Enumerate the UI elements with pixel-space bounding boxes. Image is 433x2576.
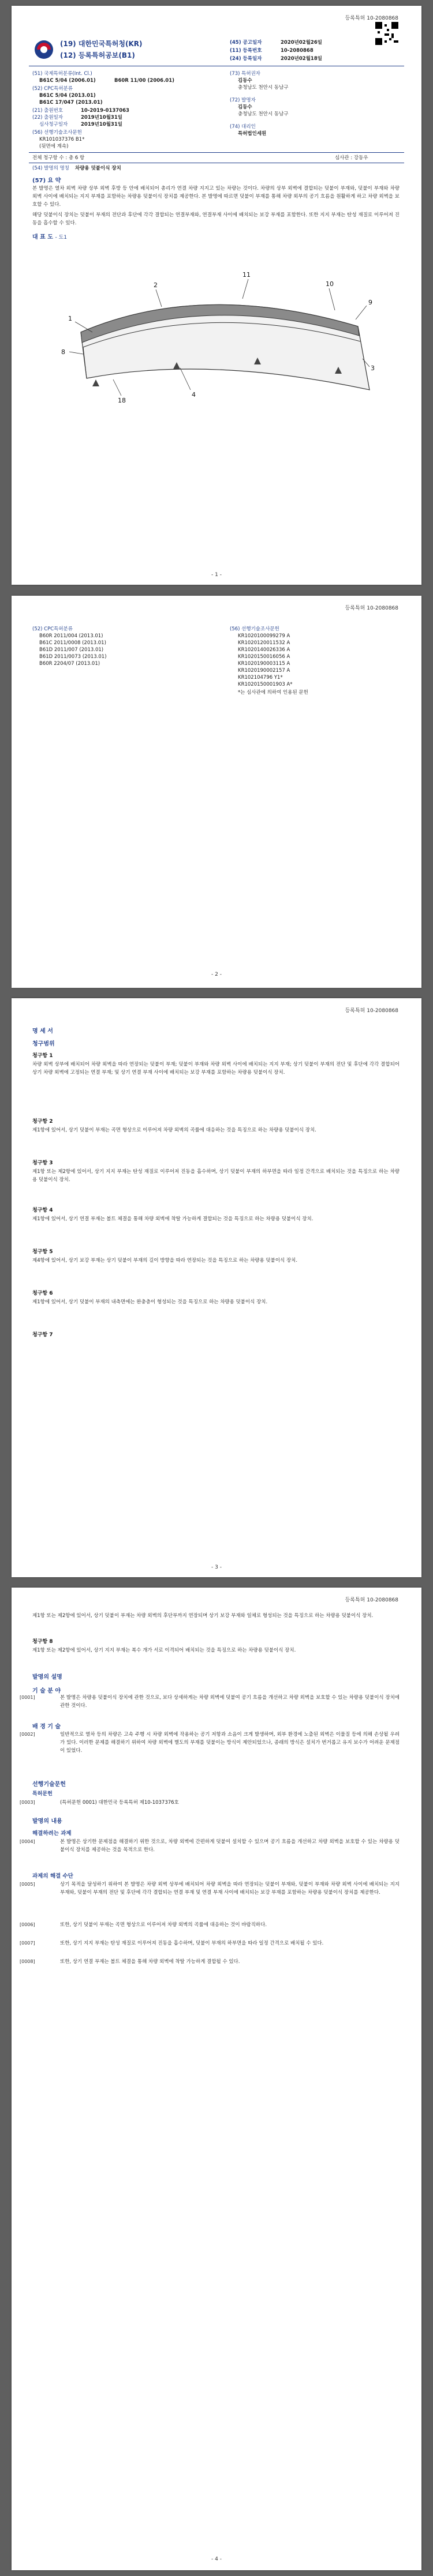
background-text: 일반적으로 열차 등의 차량은 고속 주행 시 차량 외벽에 작용하는 공기 저항과 소음이 크게 발생하며, 외부 환경에 노출된 외벽은 이물질 등에 의해 손상될 우려가 있다. 이러한 문제를 해결하기 위하여 차량 외벽에 별도의 부재를 덧붙이는 방식이 제안되었으나, 종래의 방식은 설치가 번거롭고 유지 보수가 어려운 문제점이 있었다. — [60, 1732, 400, 1754]
spec-label: 명 세 서 — [32, 1028, 53, 1035]
cpc-label: (52) CPC특허분류 — [32, 86, 73, 92]
patentee-address: 충청남도 천안시 동남구 — [238, 85, 289, 91]
page-number: - 4 - — [211, 2556, 222, 2562]
prior-art-item: KR1020150001903 A* — [238, 682, 293, 687]
fig-label-10: 10 — [326, 280, 334, 288]
page-2 — [12, 596, 421, 988]
paragraph-number: [0003] — [20, 1800, 35, 1805]
problem-label: 해결하려는 과제 — [32, 1830, 72, 1837]
paragraph-number: [0002] — [20, 1732, 35, 1737]
prior-art-label: (56) 선행기술조사문헌 — [230, 626, 279, 632]
claim-title: 청구항 5 — [32, 1249, 53, 1255]
description-label: 발명의 설명 — [32, 1674, 62, 1680]
prior-art-item: KR1020190003115 A — [238, 661, 290, 667]
claim-text: 제1항 또는 제2항에 있어서, 상기 지지 부재는 탄성 재질로 이루어져 진동을 흡수하며, 상기 덧붙이 부재의 하부면을 따라 일정 간격으로 배치되는 것을 특징으로 하는 차량용 덧붙이식 장치. — [32, 1169, 400, 1183]
app-no: 10-2019-0137063 — [81, 108, 129, 114]
claims-count: 전체 청구항 수 : 총 6 항 — [32, 155, 85, 161]
agent: 특허법인세원 — [238, 131, 267, 137]
claim-title: 청구항 7 — [32, 1332, 53, 1338]
kipo-emblem-icon — [33, 39, 54, 60]
inventor-label: (72) 발명자 — [230, 97, 256, 103]
pub-date: 2020년02월26일 — [281, 40, 322, 46]
office-name: (19) 대한민국특허청(KR) — [60, 40, 143, 48]
background-label: 배 경 기 술 — [32, 1724, 61, 1730]
cpc-label: (52) CPC특허분류 — [32, 626, 73, 632]
prior-art-label: (56) 선행기술조사문헌 — [32, 130, 82, 136]
title-label: (54) 발명의 명칭 — [32, 166, 69, 171]
cpc-item: B60R 2011/004 (2013.01) — [39, 633, 103, 639]
fig-label-1: 1 — [68, 315, 72, 322]
agent-label: (74) 대리인 — [230, 124, 256, 130]
claims-divider — [29, 152, 404, 153]
paragraph-number: [0001] — [20, 1695, 35, 1700]
cpc-item: B60R 2204/07 (2013.01) — [39, 661, 100, 667]
paragraph-text: 또한, 상기 덧붙이 부재는 곡면 형상으로 이루어져 차량 외벽의 곡률에 대응하는 것이 바람직하다. — [60, 1922, 267, 1928]
patentee: 김동수 — [238, 78, 252, 84]
reg-date: 2020년02월18일 — [281, 56, 322, 62]
cpc-2: B61C 17/047 (2013.01) — [39, 100, 103, 106]
invention-title: 차량용 덧붙이식 장치 — [75, 166, 121, 171]
ipc-2: B60R 11/00 (2006.01) — [114, 78, 175, 84]
claim-title: 청구항 3 — [32, 1160, 53, 1166]
pub-date-label: (45) 공고일자 — [230, 40, 262, 46]
patent-number: 등록특허 10-2080868 — [345, 606, 398, 611]
fig-label-2: 2 — [154, 281, 158, 289]
fig-label-11: 11 — [242, 271, 251, 279]
exam-date: 2019년10월31일 — [81, 122, 122, 127]
prior-art-item: KR1020190002157 A — [238, 668, 290, 674]
problem-text: 본 발명은 상기한 문제점을 해결하기 위한 것으로, 차량 외벽에 간편하게 덧붙여 설치할 수 있으며 공기 흐름을 개선하고 차량 외벽을 보호할 수 있는 차량용 덧붙이식 장치를 제공하는 것을 목적으로 한다. — [60, 1839, 400, 1853]
qr-code-icon — [375, 22, 398, 45]
patent-number: 등록특허 10-2080868 — [345, 1597, 398, 1603]
patent-number: 등록특허 10-2080868 — [345, 16, 398, 21]
rep-figure-label: 대 표 도 - 도1 — [32, 234, 67, 240]
solution-label: 과제의 해결 수단 — [32, 1873, 73, 1879]
claim-text: 제1항 또는 제2항에 있어서, 상기 지지 부재는 복수 개가 서로 이격되어 배치되는 것을 특징으로 하는 차량용 덧붙이식 장치. — [32, 1648, 296, 1653]
cpc-item: B61C 2011/0008 (2013.01) — [39, 640, 106, 646]
app-date: 2019년10월31일 — [81, 115, 122, 121]
paragraph-number: [0004] — [20, 1839, 35, 1844]
reg-no: 10-2080868 — [281, 48, 313, 54]
patent-number: 등록특허 10-2080868 — [345, 1008, 398, 1014]
claims-label: 청구범위 — [32, 1041, 55, 1047]
patentee-label: (73) 특허권자 — [230, 71, 260, 77]
fig-label-3: 3 — [371, 364, 375, 372]
page-number: - 3 - — [211, 1565, 222, 1570]
paragraph-number: [0007] — [20, 1941, 35, 1946]
content-label: 발명의 내용 — [32, 1818, 62, 1825]
claim-text: 제1항에 있어서, 상기 덧붙이 부재는 곡면 형상으로 이루어져 차량 외벽의 곡률에 대응하는 것을 특징으로 하는 차량용 덧붙이식 장치. — [32, 1127, 316, 1133]
exam-date-label: 심사청구일자 — [39, 122, 68, 127]
claim-text: 제1항 또는 제2항에 있어서, 상기 덧붙이 부재는 차량 외벽의 후단부까지 연장되며 상기 보강 부재와 일체로 형성되는 것을 특징으로 하는 차량용 덧붙이식 장치. — [32, 1613, 374, 1619]
cpc-item: B61D 2011/007 (2013.01) — [39, 647, 104, 653]
fig-label-4: 4 — [192, 391, 196, 398]
prior-art-item: KR1020150016056 A — [238, 654, 290, 660]
cpc-1: B61C 5/04 (2013.01) — [39, 93, 96, 99]
claim-title: 청구항 8 — [32, 1639, 53, 1645]
prior-doc-label: 선행기술문헌 — [32, 1781, 66, 1788]
paragraph-number: [0006] — [20, 1922, 35, 1927]
abstract-label: (57) 요 약 — [32, 178, 61, 184]
inventor-address: 충청남도 천안시 동남구 — [238, 111, 289, 117]
reg-date-label: (24) 등록일자 — [230, 56, 262, 62]
field-text: 본 발명은 차량용 덧붙이식 장치에 관한 것으로, 보다 상세하게는 차량 외벽에 덧붙여 공기 흐름을 개선하고 차량 외벽을 보호할 수 있는 차량용 덧붙이식 장치에 관한 것이다. — [60, 1695, 400, 1709]
patent-doc-label: 특허문헌 — [32, 1791, 53, 1797]
prior-doc-text: (특허문헌 0001) 대한민국 등록특허 제10-1037376호 — [60, 1800, 179, 1806]
claim-text: 차량 외벽 상부에 배치되어 차량 외벽을 따라 연장되는 덧붙이 부재; 덧붙이 부재와 차량 외벽 사이에 배치되는 지지 부재; 상기 덧붙이 부재의 전단 및 후단에 각각 결합되어 상기 차량 외벽에 고정되는 연결 부재; 및 상기 연결 부재 사이에 배치되는 보강 부재를 포함하는 차량용 덧붙이식 장치. — [32, 1062, 400, 1075]
prior-art: KR101037376 B1* — [39, 137, 85, 142]
prior-art-item: KR102104796 Y1* — [238, 675, 283, 680]
ipc-1: B61C 5/04 (2006.01) — [39, 78, 96, 84]
ipc-label: (51) 국제특허분류(Int. Cl.) — [32, 71, 92, 77]
prior-art-item: KR1020120011532 A — [238, 640, 290, 646]
claim-text: 제1항에 있어서, 상기 연결 부재는 볼트 체결을 통해 차량 외벽에 착탈 가능하게 결합되는 것을 특징으로 하는 차량용 덧붙이식 장치. — [32, 1216, 313, 1222]
page-number: - 1 - — [211, 572, 222, 578]
cpc-item: B61D 2011/0073 (2013.01) — [39, 654, 107, 660]
claim-text: 제1항에 있어서, 상기 덧붙이 부재의 내측면에는 완충층이 형성되는 것을 특징으로 하는 차량용 덧붙이식 장치. — [32, 1299, 268, 1305]
prior-art-note: *는 심사관에 의하여 인용된 문헌 — [238, 690, 308, 695]
app-no-label: (21) 출원번호 — [32, 108, 63, 114]
publication-type: (12) 등록특허공보(B1) — [60, 51, 135, 59]
page-3 — [12, 998, 421, 1577]
claim-title: 청구항 4 — [32, 1208, 53, 1213]
abstract-text-2: 해당 덧붙이식 장치는 덧붙이 부재의 전단과 후단에 각각 결합되는 연결부재와, 연결부재 사이에 배치되는 보강 부재를 포함한다. 또한 지지 부재는 탄성 재질로 이루어져 진동을 흡수할 수 있다. — [32, 212, 400, 226]
fig-label-18: 18 — [118, 397, 126, 404]
field-label: 기 술 분 야 — [32, 1688, 61, 1694]
paragraph-text: 또한, 상기 지지 부재는 탄성 재질로 이루어져 진동을 흡수하며, 덧붙이 부재의 하부면을 따라 일정 간격으로 배치될 수 있다. — [60, 1941, 324, 1946]
fig-label-8: 8 — [61, 348, 65, 356]
abstract-text: 본 발명은 열차 외벽 차량 상부 외벽 후방 등 안에 배치되어 총리가 연결 차량 지지고 있는 차량는 것이다. 차량의 상부 외벽에 결합되는 덧붙이 부재와, 덧붙이 부재와 차량 외벽 사이에 배치되는 지지 부재를 포함하는 차량용 덧붙이식 장치를 제공한다. 본 발명에 따르면 덧붙이 부재를 통해 차량 외부의 공기 흐름을 원활하게 하고 차량 외벽을 보호할 수 있다. — [32, 186, 400, 208]
app-date-label: (22) 출원일자 — [32, 115, 63, 121]
solution-text: 상기 목적을 달성하기 위하여 본 발명은 차량 외벽 상부에 배치되어 차량 외벽을 따라 연장되는 덧붙이 부재와, 덧붙이 부재와 차량 외벽 사이에 배치되는 지지 부재와, 덧붙이 부재의 전단 및 후단에 각각 결합되는 연결 부재 및 연결 부재 사이에 배치되는 보강 부재를 포함하는 차량용 덧붙이식 장치를 제공한다. — [60, 1882, 400, 1896]
claim-title: 청구항 6 — [32, 1291, 53, 1296]
page-4 — [12, 1588, 421, 2570]
fig-label-9: 9 — [368, 299, 372, 306]
claim-title: 청구항 1 — [32, 1053, 53, 1059]
prior-art-item: KR1020100099279 A — [238, 633, 290, 639]
representative-drawing — [58, 246, 381, 419]
paragraph-number: [0008] — [20, 1959, 35, 1964]
page-number: - 2 - — [211, 972, 222, 977]
paragraph-number: [0005] — [20, 1882, 35, 1887]
paragraph-text: 또한, 상기 연결 부재는 볼트 체결을 통해 차량 외벽에 착탈 가능하게 결합될 수 있다. — [60, 1959, 240, 1965]
reg-no-label: (11) 등록번호 — [230, 48, 262, 54]
prior-art-note: (뒷면에 계속) — [39, 144, 69, 149]
claim-title: 청구항 2 — [32, 1119, 53, 1125]
inventor: 김동수 — [238, 104, 252, 110]
examiner: 심사관 : 강동우 — [335, 155, 368, 161]
claim-text: 제4항에 있어서, 상기 보강 부재는 상기 덧붙이 부재의 길이 방향을 따라 연장되는 것을 특징으로 하는 차량용 덧붙이식 장치. — [32, 1258, 298, 1263]
prior-art-item: KR1020140026336 A — [238, 647, 290, 653]
page-1 — [12, 6, 421, 585]
